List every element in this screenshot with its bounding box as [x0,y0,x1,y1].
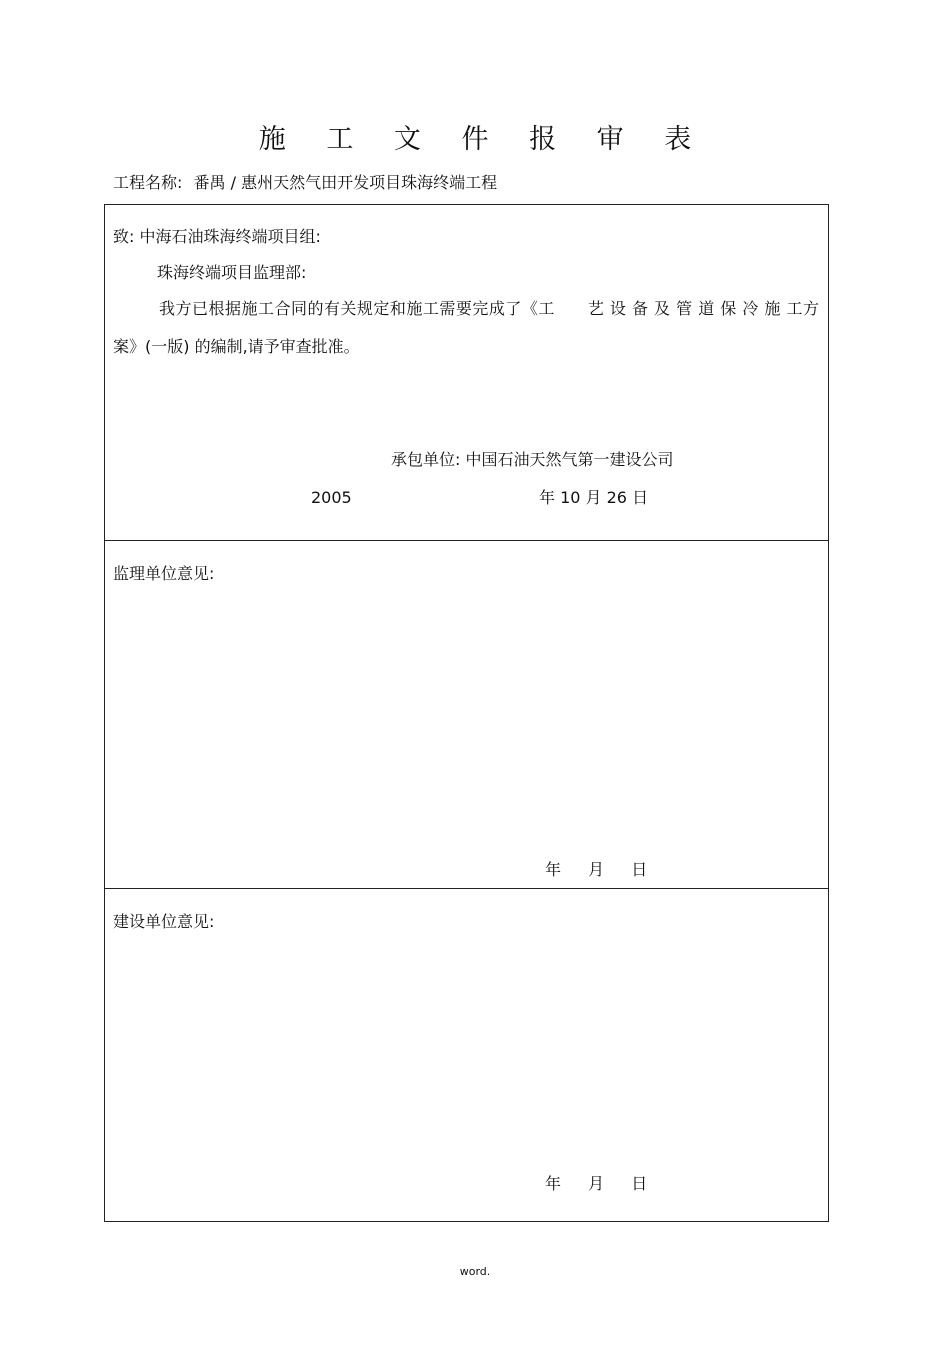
page-title: 施 工 文 件 报 审 表 [258,124,708,155]
supervisor-date-line [545,859,647,881]
project-name-value: 番禺 / 惠州天然气田开发项目珠海终端工程 [193,173,498,192]
supervisor-opinion-label: 监理单位意见: [113,564,215,583]
owner-opinion-label: 建设单位意见: [113,912,215,931]
submission-section [105,205,828,541]
owner-date-month: 月 [588,1174,605,1193]
owner-opinion-section [105,889,828,1221]
submission-body-text: 我方已根据施工合同的有关规定和施工需要完成了《工 艺 设 备 及 管 道 保 冷 施 工方案》(一版) 的编制,请予审查批准。 [113,299,819,356]
contractor-line: 承包单位: 中国石油天然气第一建设公司 [391,450,674,469]
supervisor-date-month: 月 [588,860,605,879]
owner-date-year: 年 [545,1174,562,1193]
footer-text: word. [459,1265,491,1278]
submission-date-rest: 年 10 月 26 日 [539,488,649,507]
supervisor-date-day: 日 [631,860,648,879]
project-name-label: 工程名称: [113,173,183,192]
supervisor-date-year: 年 [545,860,562,879]
submission-form-table [104,204,829,1222]
recipient-line-2: 珠海终端项目监理部: [157,263,307,282]
submission-date-year: 2005 [311,488,352,507]
supervisor-opinion-section [105,541,828,889]
project-name-line [113,172,497,194]
owner-date-day: 日 [631,1174,648,1193]
owner-date-line [545,1173,647,1195]
recipient-line: 致: 中海石油珠海终端项目组: [113,227,321,246]
